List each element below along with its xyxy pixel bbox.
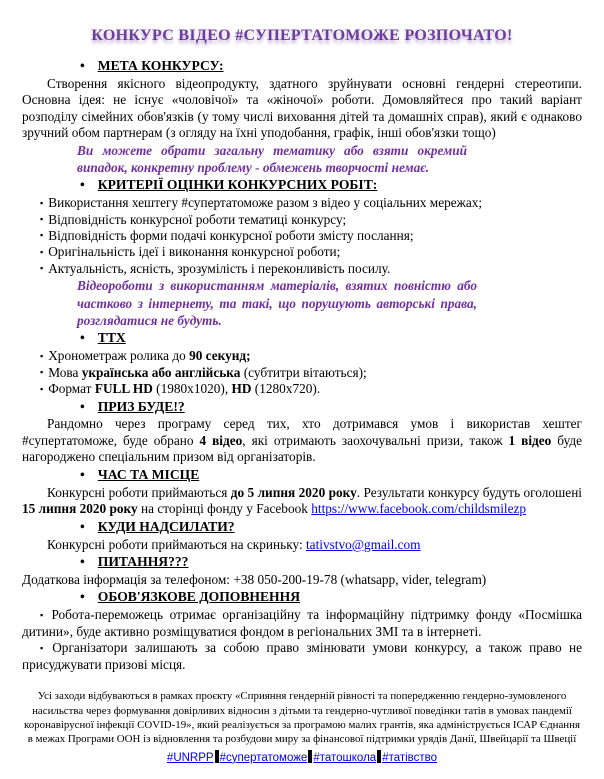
bullet-icon: • <box>80 57 85 73</box>
square-bullet-icon: ▪ <box>40 642 48 653</box>
bullet-icon: • <box>80 518 85 534</box>
criteria-item: ▪ Відповідність форми подачі конкурсної роботи змісту послання; <box>40 227 414 243</box>
questions-paragraph: Додаткова інформація за телефоном: +38 050-200-19-78 (whatsapp, vider, telegram) <box>22 571 487 587</box>
send-paragraph: Конкурсні роботи приймаються на скриньку: tativstvo@gmail.com <box>47 536 421 552</box>
project-footnote: Усі заходи відбуваються в рамках проєкту «Сприяння гендерній рівності та попередженню гендерно-зумовленого насильства через формування довірливих відносин з дітьми та гендерно-чутливої поведінки татів в умовах пандемії коронавірусної інфекції COVID-19», який реалізується за програмою малих грантів, яка адмініструється ІСАР Єднання в межах Програми ООН із відновлення та розбудови миру за фінансової підтримки урядів Данії, Швейцарії та Швеції <box>24 690 580 746</box>
bullet-icon: • <box>80 398 85 414</box>
separator-bar <box>377 750 381 763</box>
bullet-icon: • <box>80 330 85 346</box>
facebook-link[interactable]: https://www.facebook.com/childsmilezp <box>311 501 527 517</box>
hashtag-link-tativstvo[interactable]: #татівство <box>382 751 438 764</box>
meta-paragraph: Створення якісного відеопродукту, здатного зруйнувати основні гендерні стереотипи. Основна ідея: не існує «чоловічої» та «жіночої» роботи. Домовляйтеся про такий варіант розподілу сімейних обов'язків (у тому числі виховання дітей та домашніх справ), який є однаково зручний обом партнерам (з огляду на їхні уподобання, графік, інші обов'язки тощо) <box>22 75 582 141</box>
bullet-icon: • <box>80 466 85 482</box>
section-heading-send: • КУДИ НАДСИЛАТИ? <box>80 518 235 534</box>
section-heading-criteria: • КРИТЕРІЇ ОЦІНКИ КОНКУРСНИХ РОБІТ: <box>80 177 378 193</box>
criteria-item: ▪ Оригінальність ідеї і виконання конкурсної роботи; <box>40 244 341 260</box>
addendum-item: ▪ Організатори залишають за собою право змінювати умови конкурсу, а також право не присуджувати призові місця. <box>22 640 582 672</box>
page-title: КОНКУРС ВІДЕО #СУПЕРТАТОМОЖЕ РОЗПОЧАТО! <box>91 27 513 44</box>
square-bullet-icon: ▪ <box>40 246 44 257</box>
hashtags-row <box>22 750 582 765</box>
square-bullet-icon: ▪ <box>40 350 44 361</box>
addendum-item: ▪ Робота-переможець отримає організаційну та інформаційну підтримку фонду «Посмішка дитини», буде активно розміщуватися фондом в регіональних ЗМІ та в інтернеті. <box>22 607 582 639</box>
section-heading-ttx: • ТТХ <box>80 330 126 346</box>
meta-note: Ви можете обрати загальну тематику або взяти окремий випадок, конкретну проблему - обмежень творчості немає. <box>77 142 467 175</box>
separator-bar <box>215 750 219 763</box>
hashtag-link-unrpp[interactable]: #UNRPP <box>166 751 214 764</box>
separator-bar <box>308 750 312 763</box>
ttx-item: ▪ Формат FULL HD (1980x1020), HD (1280x720). <box>40 381 321 397</box>
square-bullet-icon: ▪ <box>40 609 47 620</box>
section-heading-questions: • ПИТАННЯ??? <box>80 554 189 570</box>
ttx-item: ▪ Хронометраж ролика до 90 секунд; <box>40 348 251 364</box>
square-bullet-icon: ▪ <box>40 383 44 394</box>
section-heading-meta: • МЕТА КОНКУРСУ: <box>80 57 224 73</box>
bullet-icon: • <box>80 177 85 193</box>
square-bullet-icon: ▪ <box>40 214 44 224</box>
section-heading-time: • ЧАС ТА МІСЦЕ <box>80 466 200 482</box>
criteria-item: ▪ Актуальність, ясність, зрозумілість і переконливість посилу. <box>40 260 391 276</box>
hashtag-link-supertatomozhe[interactable]: #супертатоможе <box>219 751 308 764</box>
time-paragraph: Конкурсні роботи приймаються до 5 липня 2020 року. Результати конкурсу будуть оголошені 15 липня 2020 року на сторінці фонду у Facebook https://www.facebook.com/childsmilezp <box>22 484 583 517</box>
square-bullet-icon: ▪ <box>40 263 44 274</box>
hashtag-link-tatoshkola[interactable]: #татошкола <box>313 751 377 764</box>
prize-paragraph: Рандомно через програму серед тих, хто дотримався умов і використав хештег #супертатоможе, буде обрано 4 відео, які отримають заохочувальні призи, також 1 відео буде нагороджено спеціальним призом від організаторів. <box>22 416 583 465</box>
section-heading-prize: • ПРИЗ БУДЕ!? <box>80 398 185 414</box>
email-link[interactable]: tativstvo@gmail.com <box>305 536 421 552</box>
criteria-item: ▪ Використання хештегу #супертатоможе разом з відео у соціальних мережах; <box>40 195 483 211</box>
section-heading-addendum: • ОБОВ'ЯЗКОВЕ ДОПОВНЕННЯ <box>80 589 301 605</box>
criteria-note: Відеороботи з використанням матеріалів, взятих повністю або частково з інтернету, та такі, що порушують авторські права, розглядатися не будуть. <box>77 278 477 328</box>
bullet-icon: • <box>80 589 85 605</box>
bullet-icon: • <box>80 554 85 570</box>
square-bullet-icon: ▪ <box>40 197 44 208</box>
criteria-item: ▪ Відповідність конкурсної роботи тематиці конкурсу; <box>40 211 347 227</box>
square-bullet-icon: ▪ <box>40 230 44 241</box>
square-bullet-icon: ▪ <box>40 367 44 378</box>
ttx-item: ▪ Мова українська або англійська (субтитри вітаються); <box>40 364 367 380</box>
